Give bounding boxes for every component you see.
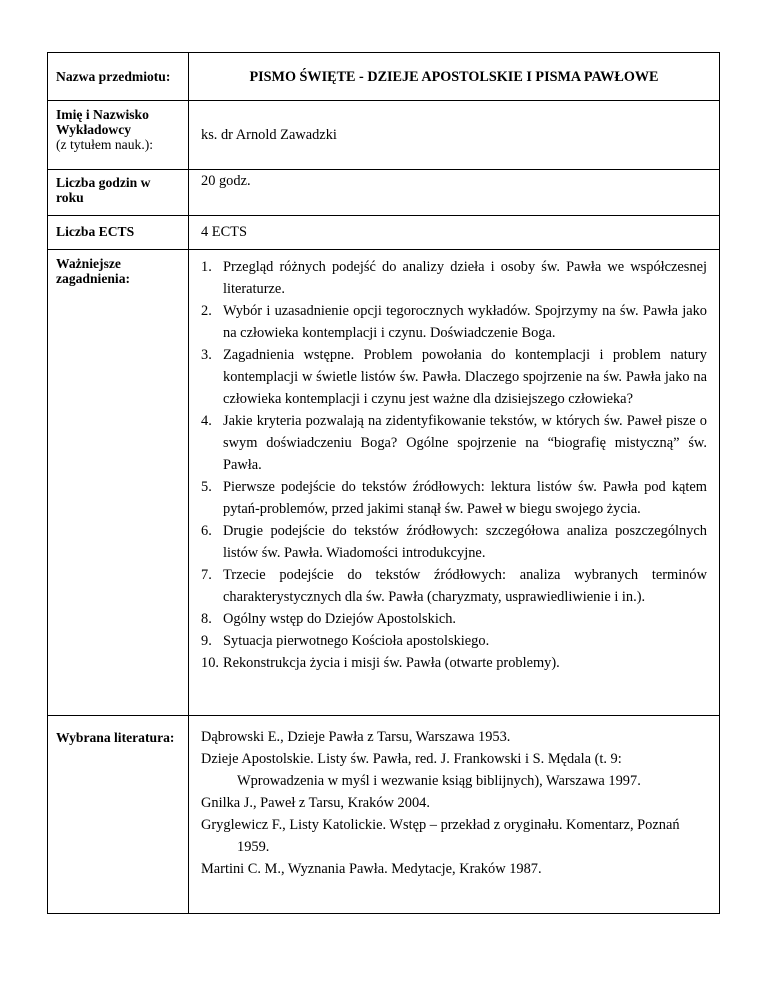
literature-item: Martini C. M., Wyznania Pawła. Medytacje, Kraków 1987. <box>201 861 542 877</box>
ects-value: 4 ECTS <box>201 224 247 240</box>
course-name-value: PISMO ŚWIĘTE - DZIEJE APOSTOLSKIE I PISMA PAWŁOWE <box>249 69 659 85</box>
topics-row <box>48 250 720 716</box>
topics-label: Ważniejsze zagadnienia: <box>56 256 131 286</box>
topics-list <box>201 256 707 674</box>
syllabus-table <box>47 52 720 914</box>
literature-label: Wybrana literatura: <box>56 730 175 745</box>
literature-item: Gryglewicz F., Listy Katolickie. Wstęp – przekład z oryginału. Komentarz, Poznań 1959. <box>201 817 680 855</box>
ects-label: Liczba ECTS <box>56 224 135 239</box>
lecturer-value: ks. dr Arnold Zawadzki <box>201 127 337 143</box>
literature-item: Dzieje Apostolskie. Listy św. Pawła, red. J. Frankowski i S. Mędala (t. 9: Wprowadzenia w myśl i wezwanie ksiąg biblijnych), Warszawa 1997. <box>201 751 641 789</box>
topic-item: 4. Jakie kryteria pozwalają na zidentyfikowanie tekstów, w których św. Paweł pisze o swym doświadczeniu Boga? Ogólne spojrzenie na “biografię mistyczną” św. Pawła. <box>201 413 707 473</box>
literature-item: Dąbrowski E., Dzieje Pawła z Tarsu, Warszawa 1953. <box>201 729 511 745</box>
topic-item: 6. Drugie podejście do tekstów źródłowych: szczegółowa analiza poszczególnych listów św. Pawła. Wiadomości introdukcyjne. <box>201 523 707 561</box>
lecturer-label-main: Imię i Nazwisko Wykładowcy <box>56 107 149 137</box>
hours-row <box>48 170 720 216</box>
lecturer-label-sub: (z tytułem nauk.): <box>56 137 154 152</box>
course-name-label: Nazwa przedmiotu: <box>56 69 171 84</box>
course-name-row <box>48 53 720 101</box>
literature-item: Gnilka J., Paweł z Tarsu, Kraków 2004. <box>201 795 430 811</box>
topic-item: 8. Ogólny wstęp do Dziejów Apostolskich. <box>201 611 457 627</box>
hours-value: 20 godz. <box>201 173 251 189</box>
lecturer-label <box>48 101 188 152</box>
topic-item: 1. Przegląd różnych podejść do analizy dzieła i osoby św. Pawła we współczesnej literaturze. <box>201 259 707 297</box>
literature-row <box>48 716 720 914</box>
ects-row <box>48 216 720 250</box>
lecturer-row <box>48 101 720 170</box>
topic-item: 3. Zagadnienia wstępne. Problem powołania do kontemplacji i problem natury kontemplacji w świetle listów św. Pawła. Dlaczego spojrzenie na św. Pawła jako na człowieka kontemplacji i czynu jest ważne dla dzisiejszego człowieka? <box>201 347 707 407</box>
topic-item: 10. Rekonstrukcja życia i misji św. Pawła (otwarte problemy). <box>201 655 560 671</box>
topic-item: 2. Wybór i uzasadnienie opcji tegorocznych wykładów. Spojrzymy na św. Pawła jako na człowieka kontemplacji i czynu. Doświadczenie Boga. <box>201 303 707 341</box>
literature-list <box>189 716 719 880</box>
hours-label: Liczba godzin w roku <box>56 175 151 205</box>
topic-item: 9. Sytuacja pierwotnego Kościoła apostolskiego. <box>201 633 490 649</box>
topic-item: 7. Trzecie podejście do tekstów źródłowych: analiza wybranych terminów charakterystycznych dla św. Pawła (charyzmaty, usprawiedliwienie i in.). <box>201 567 707 605</box>
topic-item: 5. Pierwsze podejście do tekstów źródłowych: lektura listów św. Pawła pod kątem pytań-problemów, przed jakimi stanął św. Paweł w biegu swojego życia. <box>201 479 707 517</box>
